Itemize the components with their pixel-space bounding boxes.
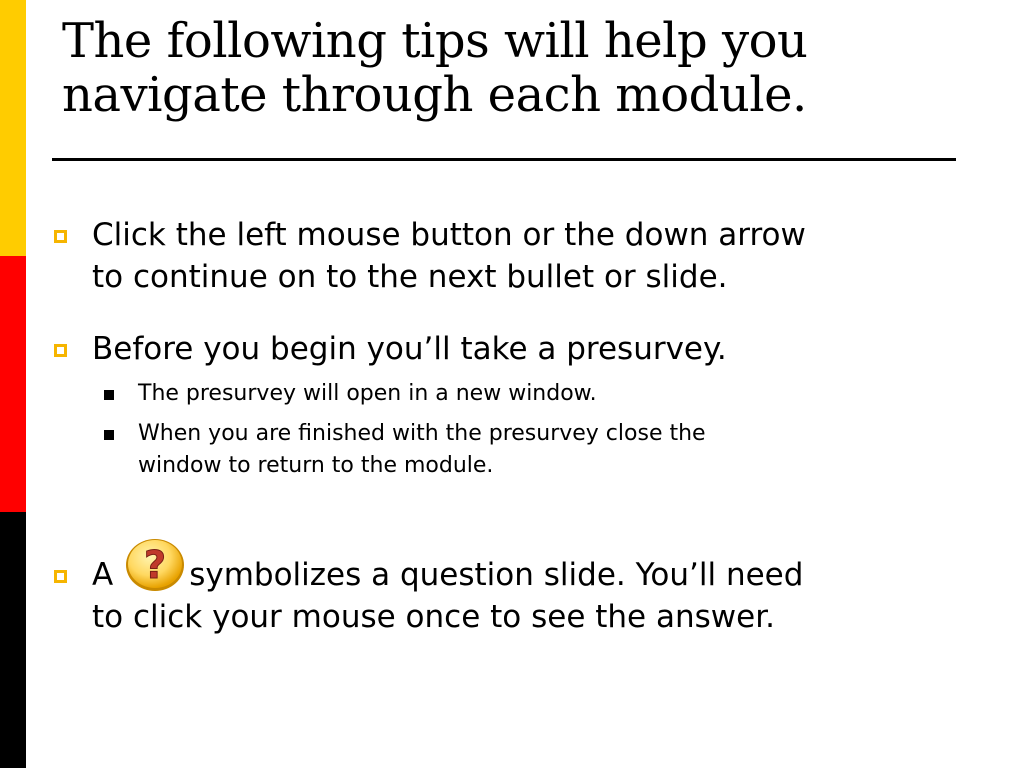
sidebar-band-red xyxy=(0,256,26,512)
bullet-2-text: Before you begin you’ll take a presurvey. xyxy=(92,331,727,367)
bullet-marker xyxy=(54,230,67,243)
left-color-bar xyxy=(0,0,26,768)
bullet-3-line-1: symbolizes a question slide. You’ll need xyxy=(189,557,804,593)
bullet-3-line-2: to click your mouse once to see the answer. xyxy=(92,599,775,635)
title-line-1: The following tips will help you xyxy=(62,13,808,69)
question-mark-icon xyxy=(124,535,186,593)
sub-bullet-1-text: The presurvey will open in a new window. xyxy=(138,381,597,406)
bullet-3-text xyxy=(92,554,972,638)
sidebar-band-black xyxy=(0,512,26,768)
sub-bullet-2-line-1: When you are finished with the presurvey close the xyxy=(138,421,706,446)
bullet-marker xyxy=(54,344,67,357)
sub-bullet-2-text xyxy=(138,418,898,482)
sub-bullet-marker xyxy=(104,390,114,400)
sub-bullet-2-line-2: window to return to the module. xyxy=(138,453,494,478)
slide-title xyxy=(62,14,962,122)
title-underline xyxy=(52,158,956,161)
bullet-marker xyxy=(54,570,67,583)
sidebar-band-yellow xyxy=(0,0,26,256)
bullet-1-line-1: Click the left mouse button or the down arrow xyxy=(92,217,806,253)
bullet-1-line-2: to continue on to the next bullet or slide. xyxy=(92,259,728,295)
question-mark-glyph: ? xyxy=(143,543,167,587)
bullet-1-text xyxy=(92,214,972,298)
title-line-2: navigate through each module. xyxy=(62,67,807,123)
bullet-3-prefix: A xyxy=(92,557,114,593)
sub-bullet-marker xyxy=(104,430,114,440)
